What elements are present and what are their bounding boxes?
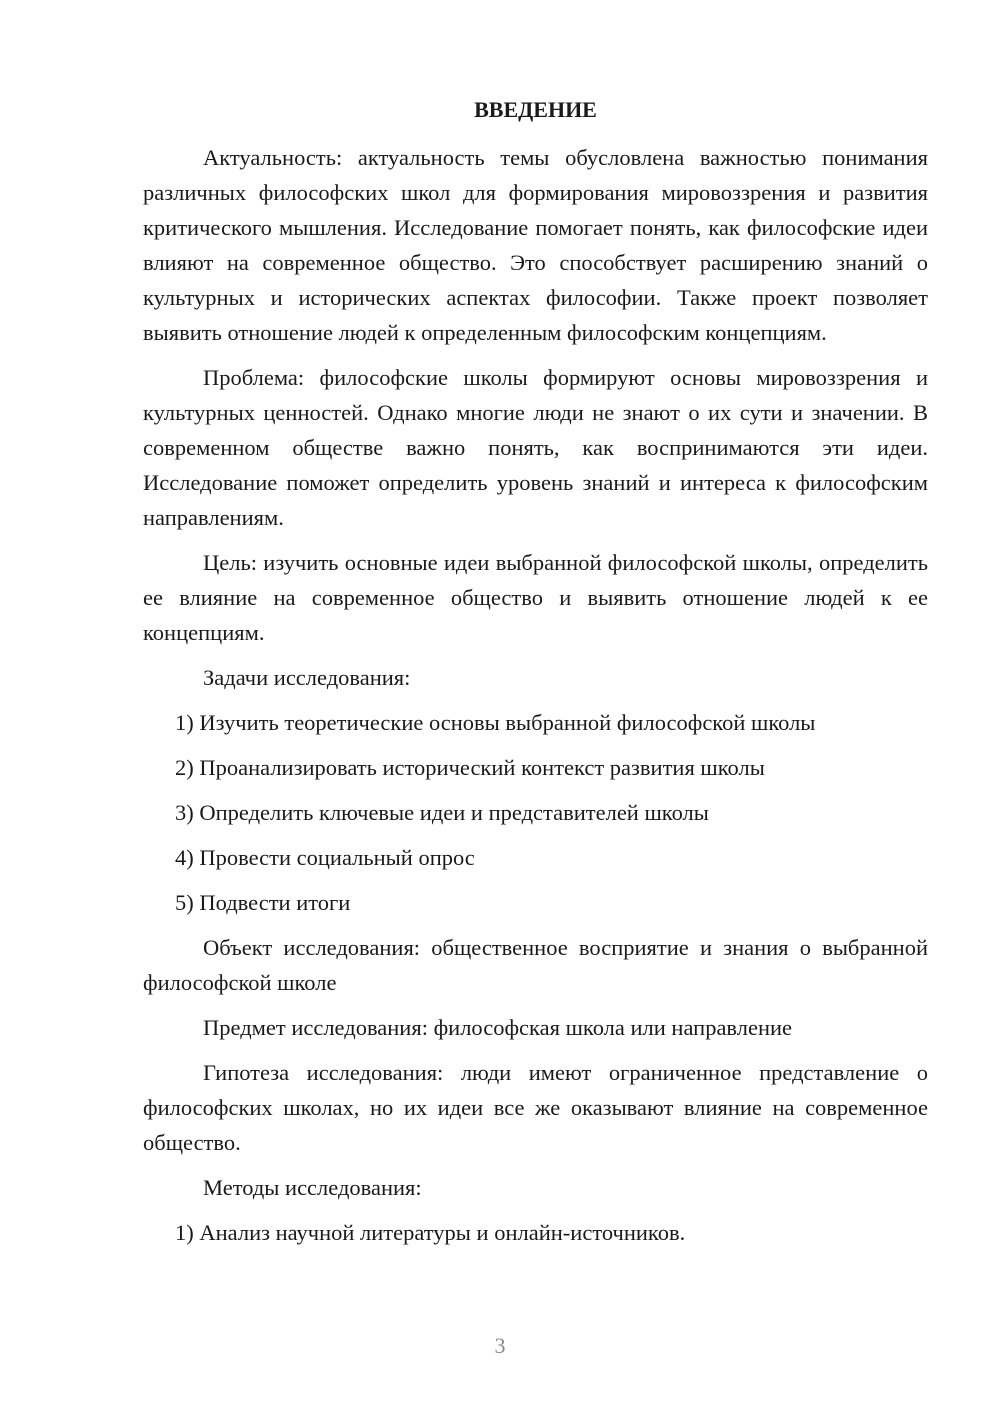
task-item-5: 5) Подвести итоги <box>175 890 351 915</box>
method-item-1: 1) Анализ научной литературы и онлайн-источников. <box>175 1220 686 1245</box>
goal-paragraph: Цель: изучить основные идеи выбранной философской школы, определить ее влияние на современное общество и выявить отношение людей к ее концепциям. <box>143 550 928 645</box>
task-item-3: 3) Определить ключевые идеи и представителей школы <box>175 800 709 825</box>
hypothesis-paragraph: Гипотеза исследования: люди имеют ограниченное представление о философских школах, но их идеи все же оказывают влияние на современное общество. <box>143 1060 928 1155</box>
page-number: 3 <box>494 1333 506 1358</box>
section-title: ВВЕДЕНИЕ <box>474 97 597 122</box>
tasks-heading: Задачи исследования: <box>203 665 411 690</box>
object-paragraph: Объект исследования: общественное восприятие и знания о выбранной философской школе <box>143 935 928 995</box>
problem-paragraph: Проблема: философские школы формируют основы мировоззрения и культурных ценностей. Однако многие люди не знают о их сути и значении. В современном обществе важно понять, как воспринимаются эти идеи. Исследование поможет определить уровень знаний и интереса к философским направлениям. <box>143 365 928 530</box>
task-item-1: 1) Изучить теоретические основы выбранной философской школы <box>175 710 816 735</box>
document-page <box>143 90 928 1260</box>
relevance-paragraph: Актуальность: актуальность темы обусловлена важностью понимания различных философских школ для формирования мировоззрения и развития критического мышления. Исследование помогает понять, как философские идеи влияют на современное общество. Это способствует расширению знаний о культурных и исторических аспектах философии. Также проект позволяет выявить отношение людей к определенным философским концепциям. <box>143 145 928 345</box>
task-item-2: 2) Проанализировать исторический контекст развития школы <box>175 755 765 780</box>
subject-paragraph: Предмет исследования: философская школа или направление <box>203 1015 793 1040</box>
methods-heading: Методы исследования: <box>203 1175 422 1200</box>
task-item-4: 4) Провести социальный опрос <box>175 845 475 870</box>
